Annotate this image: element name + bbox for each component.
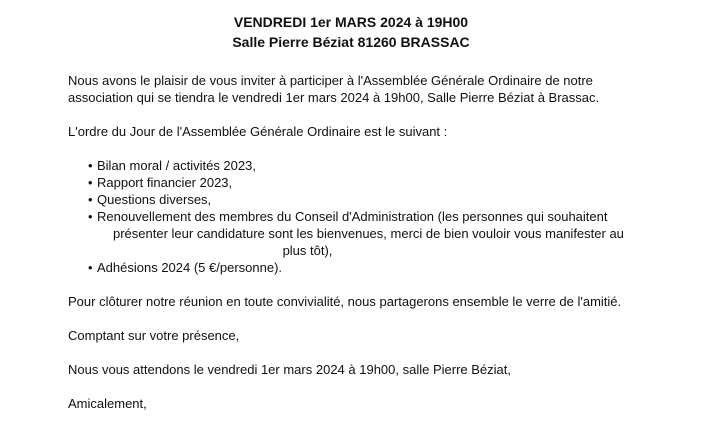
- agenda-item-label: Questions diverses,: [97, 192, 212, 207]
- event-header: [0, 12, 702, 52]
- spacer: [68, 310, 678, 327]
- agenda-item-adhesions: [88, 259, 678, 276]
- spacer: [68, 276, 678, 293]
- spacer: [68, 378, 678, 395]
- spacer: [68, 344, 678, 361]
- intro-line-1: Nous avons le plaisir de vous inviter à participer à l'Assemblée Générale Ordinaire de notre: [68, 73, 593, 88]
- agenda-item-renouvellement: [88, 208, 678, 259]
- letter-body: [68, 72, 678, 412]
- agenda-intro: L'ordre du Jour de l'Assemblée Générale Ordinaire est le suivant :: [68, 124, 448, 139]
- intro-paragraph: [68, 72, 678, 106]
- event-date-heading: VENDREDI 1er MARS 2024 à 19H00: [233, 14, 469, 30]
- agenda-item-rapport: [88, 174, 678, 191]
- awaiting-line: Nous vous attendons le vendredi 1er mars 2024 à 19h00, salle Pierre Béziat,: [68, 362, 511, 377]
- conviviality-paragraph: Pour clôturer notre réunion en toute convivialité, nous partagerons ensemble le verre de l'amitié.: [68, 294, 622, 309]
- event-venue-heading: Salle Pierre Béziat 81260 BRASSAC: [232, 34, 470, 50]
- presence-line: Comptant sur votre présence,: [68, 328, 240, 343]
- agenda-item-bilan: [88, 157, 678, 174]
- agenda-item-label: Renouvellement des membres du Conseil d'Administration (les personnes qui souhaitent: [97, 209, 608, 224]
- spacer: [68, 140, 678, 157]
- signoff-line: Amicalement,: [68, 396, 147, 411]
- agenda-item-label: Rapport financier 2023,: [97, 175, 233, 190]
- agenda-item-label: Bilan moral / activités 2023,: [97, 158, 256, 173]
- agenda-list: [68, 157, 678, 276]
- agenda-item-label-cont: présenter leur candidature sont les bienvenues, merci de bien vouloir vous manifester au: [113, 226, 624, 241]
- agenda-item-label: Adhésions 2024 (5 €/personne).: [97, 260, 283, 275]
- spacer: [68, 106, 678, 123]
- agenda-item-label-end: plus tôt),: [282, 243, 333, 258]
- intro-line-2: association qui se tiendra le vendredi 1er mars 2024 à 19h00, Salle Pierre Béziat à Brassac.: [68, 90, 600, 105]
- agenda-item-questions: [88, 191, 678, 208]
